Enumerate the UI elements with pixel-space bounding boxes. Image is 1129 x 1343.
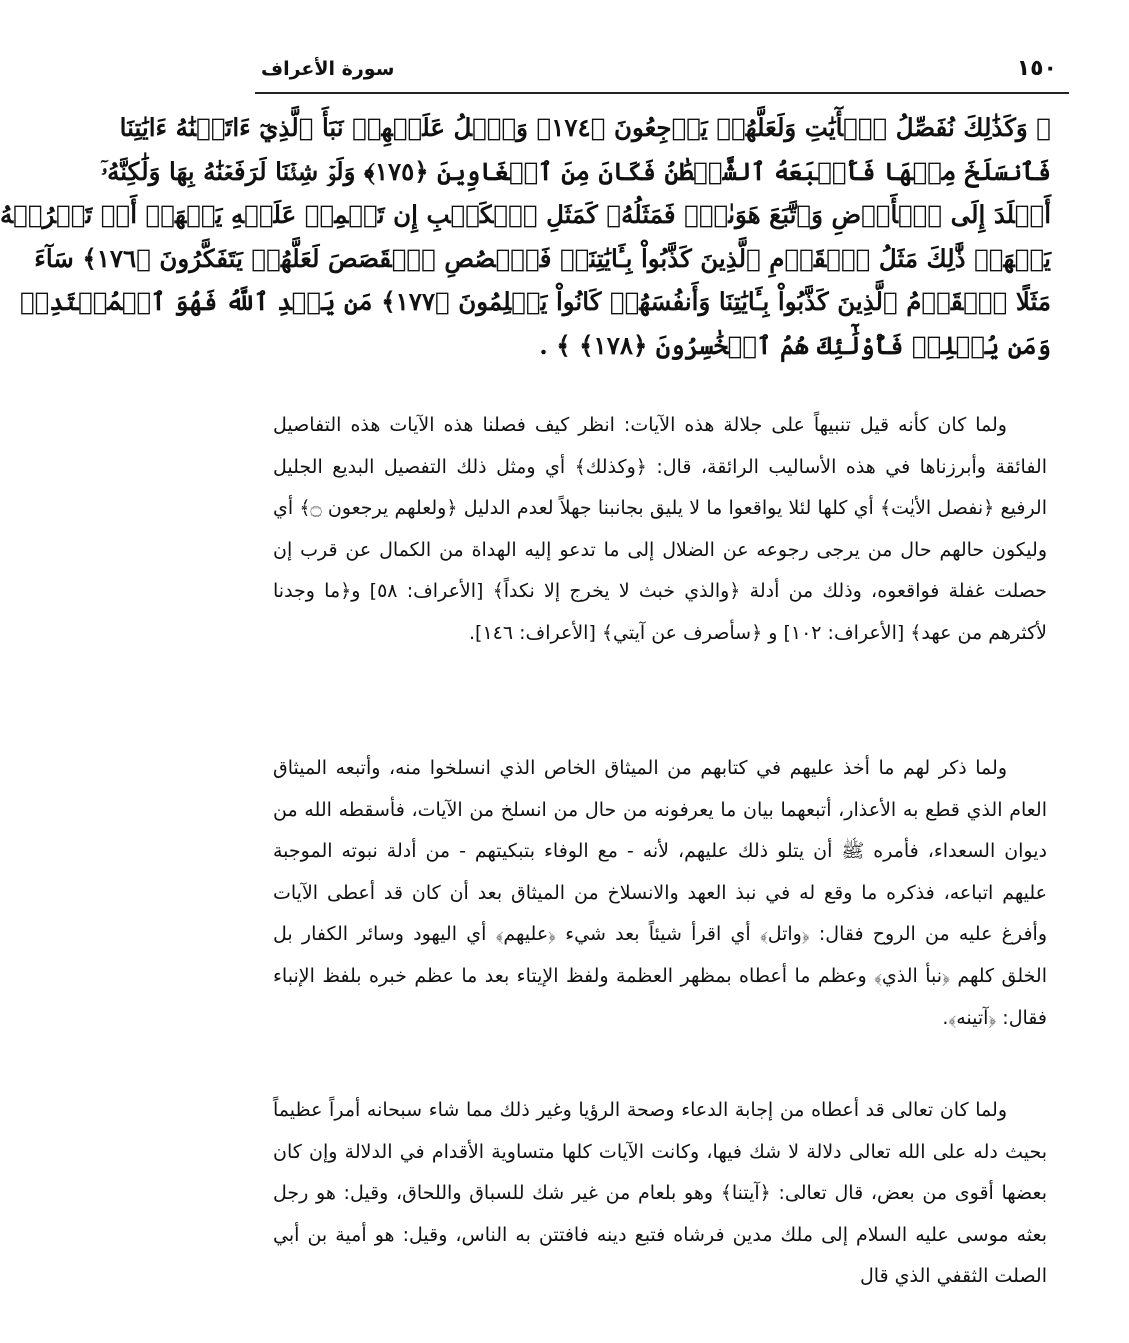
quran-line: وَمَن يُضۡلِلۡ فَأُوْلَٰٓئِكَ هُمُ ٱلۡخَٰسِرُونَ ﴿١٧٨﴾ ﴾ .: [539, 330, 1051, 360]
quran-line: ﴿ وَكَذَٰلِكَ نُفَصِّلُ ٱلۡأٓيَٰتِ وَلَعَلَّهُمۡ يَرۡجِعُونَ ﴿١٧٤﴾ وَٱتۡلُ عَلَيۡهِمۡ نَبَأَ ٱلَّذِيٓ ءَاتَيۡنَٰهُ ءَايَٰتِنَا: [119, 113, 1051, 142]
page-number: ١٥٠: [1016, 56, 1057, 81]
commentary-text: ولما كان تعالى قد أعطاه من إجابة الدعاء وصحة الرؤيا وغير ذلك مما شاء سبحانه أمراً عظيماً بحيث دله على الله تعالى دلالة لا شك فيها، وكانت الآيات كلها متساوية الأقدام في الدلالة وإن كان بعضها أقوى من بعض، قال تعالى: ﴿آيتنا﴾ وهو بلعام من غير شك للسباق واللحاق، وقيل: هو رجل بعثه موسى عليه السلام إلى ملك مدين فرشاه فتبع دينه فافتتن به الناس، وقيل: هو أمية بن أبي الصلت الثقفي الذي قال: [273, 1099, 1047, 1288]
quran-verses-block: [0, 106, 1051, 368]
commentary-text: ولما ذكر لهم ما أخذ عليهم في كتابهم من الميثاق الخاص الذي انسلخوا منه، وأتبعه الميثاق العام الذي قطع به الأعذار، أتبعهما بيان ما يعرفونه من حال من انسلخ من الآيات، فأسقطه الله من ديوان السعداء، فأمره ﷺ أن يتلو ذلك عليهم، لأنه - مع الوفاء بتبكيتهم - من أدلة نبوته الموجبة عليهم اتباعه، فذكره ما وقع له في نبذ العهد والانسلاخ من الميثاق بعد أن كان قد أعطى الآيات وأفرغ عليه من الروح فقال: ﴿واتل﴾ أي اقرأ شيئاً بعد شيء ﴿عليهم﴾ أي اليهود وسائر الكفار بل الخلق كلهم ﴿نبأ الذي﴾ وعظم ما أعطاه بمظهر العظمة ولفظ الإيتاء بعد ما عظم خبره بلفظ الإنباء فقال: ﴿آتينه﴾.: [273, 757, 1047, 1029]
page-header: [255, 48, 1069, 94]
quran-line: فَٱنسَلَخَ مِنۡهَا فَأَتۡبَعَهُ ٱلشَّيۡطَٰنُ فَكَانَ مِنَ ٱلۡغَاوِينَ ﴿١٧٥﴾ وَلَوۡ شِئۡنَا لَرَفَعۡنَٰهُ بِهَا وَلَٰكِنَّهُۥٓ: [101, 156, 1051, 186]
quran-line: أَخۡلَدَ إِلَى ٱلۡأَرۡضِ وَٱتَّبَعَ هَوَىٰهُۚ فَمَثَلُهُۥ كَمَثَلِ ٱلۡكَلۡبِ إِن تَحۡمِلۡ عَلَيۡهِ يَلۡهَثۡ أَوۡ تَتۡرُكۡهُ: [0, 200, 1051, 230]
surah-name: سورة الأعراف: [261, 58, 395, 80]
commentary-text: ولما كان كأنه قيل تنبيهاً على جلالة هذه الآيات: انظر كيف فصلنا هذه الآيات هذه التفاصيل الفائقة وأبرزناها في هذه الأساليب الرائقة، قال: ﴿وكذلك﴾ أي ومثل ذلك التفصيل البديع الجليل الرفيع ﴿نفصل الأيٰت﴾ أي كلها لئلا يواقعوا ما لا يليق بجانبنا جهلاً لعدم الدليل ﴿ولعلهم يرجعون ۝﴾ أي وليكون حالهم حال من يرجى رجوعه عن الضلال إلى ما تدعو إليه الهداة من الكمال عن قرب إن حصلت غفلة فواقعوه، وذلك من أدلة ﴿والذي خبث لا يخرج إلا نكداً﴾ [الأعراف: ٥٨] و﴿ما وجدنا لأكثرهم من عهد﴾ [الأعراف: ١٠٢] و ﴿سأصرف عن آيتي﴾ [الأعراف: ١٤٦].: [273, 414, 1047, 644]
quran-line: مَثَلًا ٱلۡقَوۡمُ ٱلَّذِينَ كَذَّبُواْ بِـَٔايَٰتِنَا وَأَنفُسَهُمۡ كَانُواْ يَظۡلِمُونَ ﴿١٧٧﴾ مَن يَهۡدِ ٱللَّهُ فَهُوَ ٱلۡمُهۡتَدِيۖ: [19, 287, 1051, 317]
commentary-paragraph-2: [273, 748, 1047, 1039]
commentary-paragraph-1: [273, 405, 1047, 655]
commentary-paragraph-3: [273, 1090, 1047, 1298]
quran-line: يَلۡهَثۚ ذَّٰلِكَ مَثَلُ ٱلۡقَوۡمِ ٱلَّذِينَ كَذَّبُواْ بِـَٔايَٰتِنَاۚ فَٱقۡصُصِ ٱلۡقَصَصَ لَعَلَّهُمۡ يَتَفَكَّرُونَ ﴿١٧٦﴾ سَآءَ: [34, 243, 1051, 273]
